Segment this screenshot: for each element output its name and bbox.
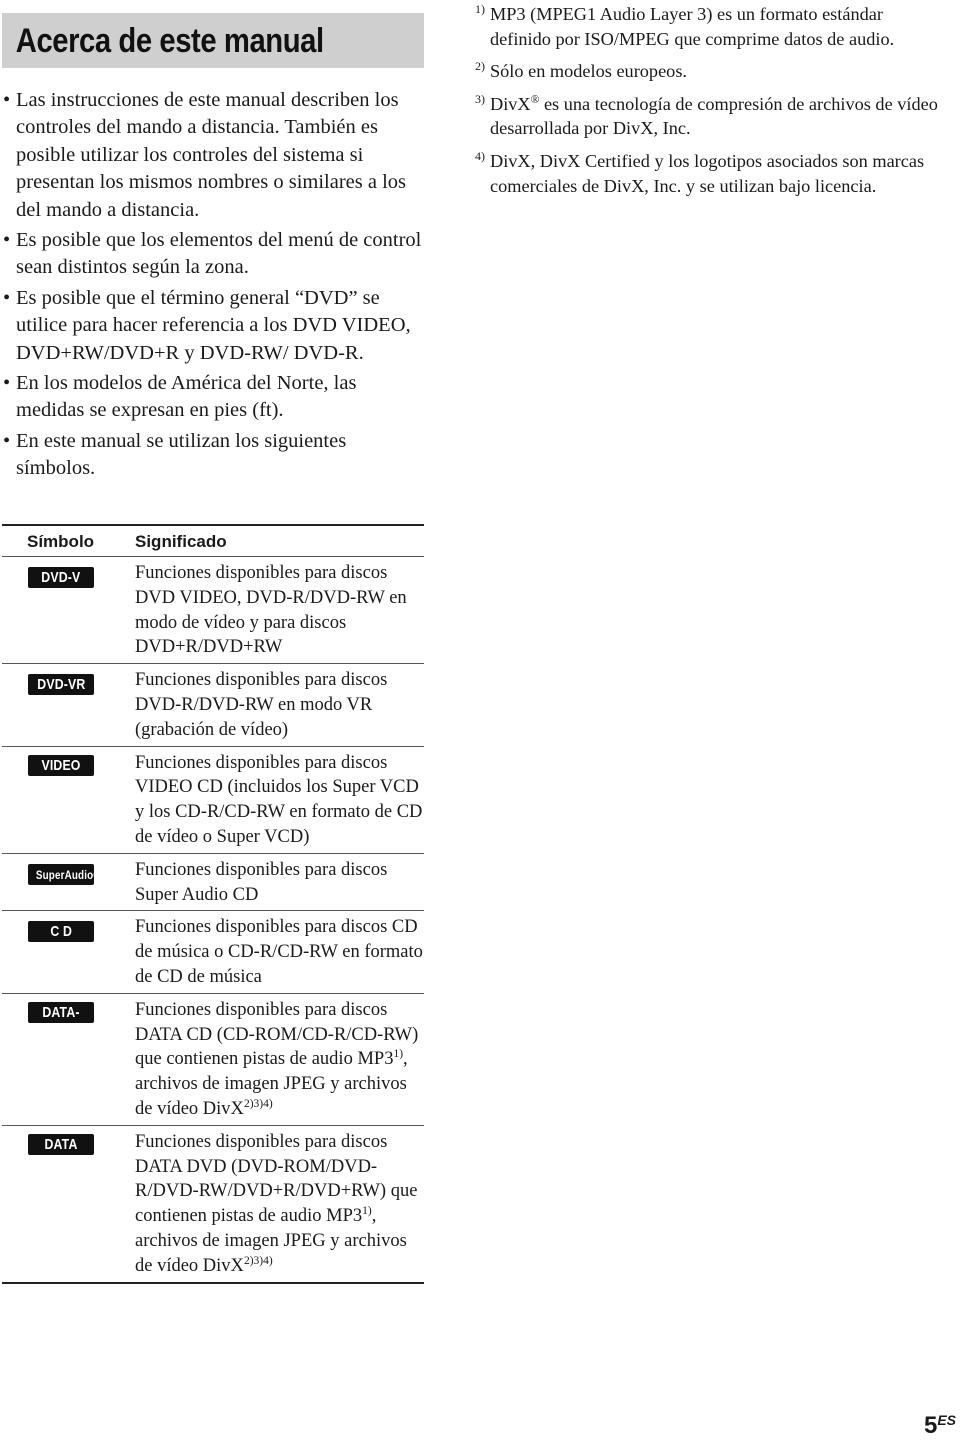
super-audio-cd-icon: SuperAudioCD: [28, 864, 94, 885]
symbol-table: [2, 524, 424, 1284]
bullet-text: En este manual se utilizan los siguientes símbolos.: [16, 429, 347, 480]
table-row: [2, 993, 424, 1125]
symbol-meaning: Funciones disponibles para discos CD de música o CD-R/CD-RW en formato de CD de música: [135, 911, 424, 993]
table-header-row: [2, 525, 424, 557]
footnote: [472, 2, 942, 51]
cd-icon: C D: [28, 921, 94, 942]
footnote-text: DivX: [490, 93, 531, 114]
footnotes: [472, 2, 942, 206]
data-dvd-icon: DATA DVD: [28, 1134, 94, 1155]
list-item: • En los modelos de América del Norte, las medidas se expresan en pies (ft).: [3, 372, 357, 422]
table-row: [2, 746, 424, 853]
table-row: [2, 1125, 424, 1282]
bullet-text: Las instrucciones de este manual describen los controles del mando a distancia. También es posible utilizar los controles del sistema si presentan los mismos nombres o similares a los del mando a distancia.: [16, 89, 407, 221]
list-item: • Es posible que el término general “DVD” se utilice para hacer referencia a los DVD VIDEO, DVD+RW/DVD+R y DVD-RW/ DVD-R.: [3, 286, 411, 364]
footnote-mark: 4): [475, 148, 485, 163]
list-item: • Es posible que los elementos del menú de control sean distintos según la zona.: [3, 229, 422, 279]
symbol-meaning: Funciones disponibles para discos DVD VIDEO, DVD-R/DVD-RW en modo de vídeo y para discos DVD+R/DVD+RW: [135, 557, 424, 664]
data-cd-icon: DATA-CD: [28, 1002, 94, 1023]
footnote-mark: 2): [475, 59, 485, 74]
table-row: [2, 664, 424, 746]
symbol-meaning: Funciones disponibles para discos VIDEO CD (incluidos los Super VCD y los CD-R/CD-RW en formato de CD de vídeo o Super VCD): [135, 746, 424, 853]
column-header-symbol: Símbolo: [2, 525, 135, 557]
footnote: [472, 92, 942, 141]
page-number: $5^{ES}$: [923, 1412, 956, 1439]
bullet-text: En los modelos de América del Norte, las medidas se expresan en pies (ft).: [16, 372, 357, 422]
table-row: [2, 557, 424, 664]
section-title-bar: [2, 13, 424, 68]
symbol-meaning: Funciones disponibles para discos Super Audio CD: [135, 853, 424, 911]
footnote-mark: 1): [475, 2, 485, 16]
footnote-text-cont: es una tecnología de compresión de archivos de vídeo desarrollada por DivX, Inc.: [490, 93, 938, 139]
bullet-text: Es posible que el término general “DVD” se utilice para hacer referencia a los DVD VIDEO, DVD+RW/DVD+R y DVD-RW/ DVD-R.: [16, 286, 411, 364]
list-item: • Las instrucciones de este manual describen los controles del mando a distancia. También es posible utilizar los controles del sistema si presentan los mismos nombres o similares a los del mando a distancia.: [3, 89, 407, 221]
intro-bullet-list: [0, 87, 425, 486]
footnote: [472, 149, 942, 198]
registered-mark: ®: [530, 93, 540, 106]
footnote-text: Sólo en modelos europeos.: [490, 61, 688, 82]
dvd-v-icon: DVD-V: [28, 567, 94, 588]
list-item: • En este manual se utilizan los siguientes símbolos.: [3, 429, 347, 480]
footnote-text: DivX, DivX Certified y los logotipos asociados son marcas comerciales de DivX, Inc. y se utilizan bajo licencia.: [490, 150, 925, 196]
symbol-meaning: Funciones disponibles para discos DATA CD (CD-ROM/CD-R/CD-RW) que contienen pistas de audio MP3$^{1)}$, archivos de imagen JPEG y archivos de vídeo DivX$^{2)3)4)}$: [135, 993, 424, 1125]
table-row: [2, 911, 424, 993]
section-title: Acerca de este manual: [15, 22, 324, 60]
column-header-meaning: Significado: [135, 525, 424, 557]
footnote: [472, 59, 942, 84]
video-cd-icon: VIDEO CD: [28, 755, 94, 776]
footnote-text: MP3 (MPEG1 Audio Layer 3) es un formato estándar definido por ISO/MPEG que comprime datos de audio.: [490, 4, 895, 49]
table-row: [2, 853, 424, 911]
page-language-suffix: ES: [937, 1412, 956, 1428]
dvd-vr-icon: DVD-VR: [28, 674, 94, 695]
bullet-text: Es posible que los elementos del menú de control sean distintos según la zona.: [16, 229, 422, 279]
symbol-meaning: Funciones disponibles para discos DATA DVD (DVD-ROM/DVD-R/DVD-RW/DVD+R/DVD+RW) que contienen pistas de audio MP3$^{1)}$, archivos de imagen JPEG y archivos de vídeo DivX$^{2)3)4)}$: [135, 1131, 418, 1276]
symbol-meaning: Funciones disponibles para discos DVD-R/DVD-RW en modo VR (grabación de vídeo): [135, 664, 424, 746]
footnote-mark: 3): [475, 91, 485, 106]
